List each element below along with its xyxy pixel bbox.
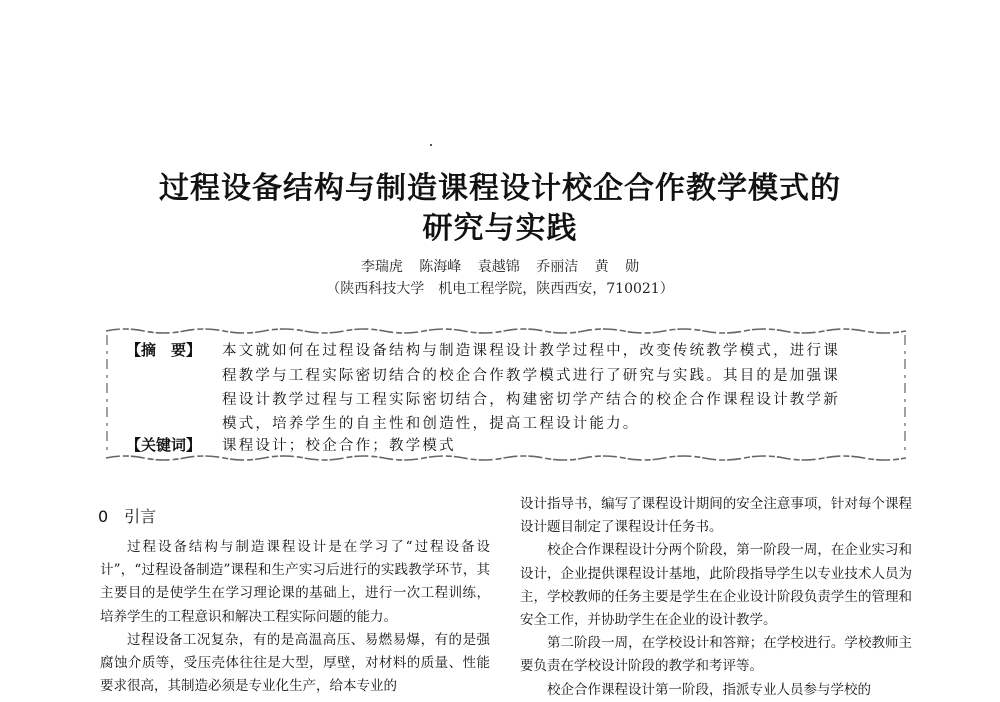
left-column [100, 536, 490, 698]
paper-title-line1: 过程设备结构与制造课程设计校企合作教学模式的 [159, 171, 841, 206]
section-heading-introduction: 0 引言 [98, 507, 157, 526]
paragraph: 校企合作课程设计分两个阶段，第一阶段一周，在企业实习和设计，企业提供课程设计基地，此阶段指导学生以专业技术人员为主，学校教师的任务主要是学生在企业设计阶段负责学生的管理和安全工作，并协助学生在企业的设计教学。 [520, 542, 912, 629]
abstract-box [104, 327, 908, 462]
abstract-line: 程教学与工程实际密切结合的校企合作教学模式进行了研究与实践。其目的是加强课 [222, 368, 840, 384]
paragraph: 校企合作课程设计第一阶段，指派专业人员参与学校的 [547, 681, 871, 698]
paragraph: 第二阶段一周，在学校设计和答辩；在学校进行。学校教师主要负责在学校设计阶段的教学和考评等。 [520, 635, 912, 675]
scan-speck [430, 144, 432, 146]
right-column [520, 493, 912, 702]
paper-title-line2: 研究与实践 [422, 211, 578, 246]
abstract-line: 模式，培养学生的自主性和创造性，提高工程设计能力。 [222, 416, 640, 432]
abstract-line: 程设计教学过程与工程实际密切结合，构建密切学产结合的校企合作课程设计教学新 [222, 392, 840, 408]
abstract-label: 【摘 要】 [126, 341, 202, 359]
affiliation: （陕西科技大学 机电工程学院，陕西西安，710021） [326, 281, 674, 297]
abstract-line: 本文就如何在过程设备结构与制造课程设计教学过程中，改变传统教学模式，进行课 [222, 343, 840, 359]
paragraph: 过程设备工况复杂，有的是高温高压、易燃易爆，有的是强腐蚀介质等，受压壳体往往是大型，厚壁，对材料的质量、性能要求很高，其制造必须是专业化生产，给本专业的 [100, 631, 490, 695]
keywords-label: 【关键词】 [126, 436, 202, 454]
keywords-text: 课程设计；校企合作；教学模式 [222, 438, 456, 454]
paragraph: 设计指导书，编写了课程设计期间的安全注意事项，针对每个课程设计题目制定了课程设计任务书。 [520, 496, 912, 536]
paragraph: 过程设备结构与制造课程设计是在学习了“过程设备设计”，“过程设备制造”课程和生产实习后进行的实践教学环节，其主要目的是使学生在学习理论课的基础上，进行一次工程训练，培养学生的工程意识和解决工程实际问题的能力。 [100, 539, 490, 625]
authors: 李瑞虎 陈海峰 袁越锦 乔丽洁 黄 勋 [360, 259, 640, 275]
